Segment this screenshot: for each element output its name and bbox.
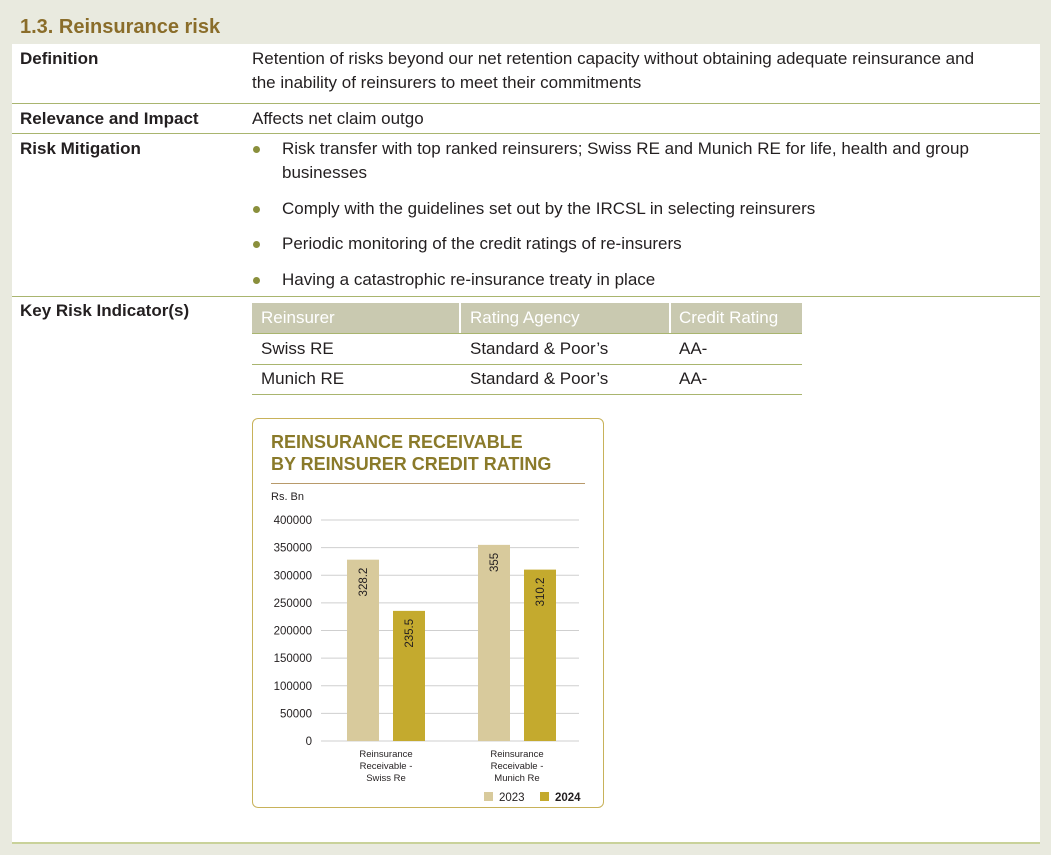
bar-2023-2: [478, 545, 510, 741]
legend-label: 2024: [555, 792, 581, 804]
bar-value-label: 328.2: [358, 567, 370, 597]
kri-header-rating-agency: Rating Agency: [470, 308, 580, 327]
table-row: [252, 364, 802, 395]
legend-swatch: [484, 792, 493, 801]
kri-cell-reinsurer: Munich RE: [261, 369, 345, 388]
mitigation-bullet-4: Having a catastrophic re-insurance treaty in place: [282, 270, 656, 289]
x-category-label: Swiss Re: [366, 773, 406, 784]
y-tick-label: 150000: [273, 653, 312, 666]
y-tick-label: 100000: [273, 680, 312, 693]
bullet-icon: [253, 146, 260, 153]
chart-title-line-2: BY REINSURER CREDIT RATING: [271, 454, 552, 474]
bullet-icon: [253, 206, 260, 213]
bar-value-label: 235.5: [404, 618, 416, 648]
y-tick-label: 350000: [273, 542, 312, 555]
divider: [12, 296, 1040, 297]
mitigation-bullet-1-line-2: businesses: [282, 163, 368, 182]
legend-label: 2023: [499, 792, 525, 804]
legend-swatch: [540, 792, 549, 801]
y-tick-label: 200000: [273, 625, 312, 638]
mitigation-bullet-3: Periodic monitoring of the credit ratings of re-insurers: [282, 234, 682, 253]
kri-table-header: [252, 303, 802, 333]
chart-title-line-1: REINSURANCE RECEIVABLE: [271, 432, 523, 452]
bar-value-label: 355: [489, 552, 501, 573]
x-category-label: Munich Re: [494, 773, 540, 784]
table-row: [252, 333, 802, 365]
chart-card: [252, 418, 604, 808]
relevance-label: Relevance and Impact: [20, 109, 199, 128]
bullet-icon: [253, 277, 260, 284]
bullet-icon: [253, 241, 260, 248]
y-axis-label: Rs. Bn: [271, 491, 305, 503]
kri-header-credit-rating: Credit Rating: [679, 308, 779, 327]
bottom-rule: [12, 842, 1040, 844]
kri-label: Key Risk Indicator(s): [20, 301, 190, 320]
header-separator: [669, 303, 671, 333]
mitigation-bullet-2: Comply with the guidelines set out by the IRCSL in selecting reinsurers: [282, 199, 816, 218]
bar-chart: [253, 419, 603, 807]
x-category-label: Receivable -: [359, 761, 413, 772]
mitigation-bullet-1-line-1: Risk transfer with top ranked reinsurers; Swiss RE and Munich RE for life, health and group: [282, 139, 969, 158]
reinsurance-risk-panel: [12, 12, 1040, 844]
mitigation-label: Risk Mitigation: [20, 139, 141, 158]
kri-header-reinsurer: Reinsurer: [261, 308, 335, 327]
kri-cell-rating: AA-: [679, 369, 708, 388]
definition-line-2: the inability of reinsurers to meet their commitments: [252, 73, 642, 92]
y-tick-label: 0: [305, 736, 312, 748]
y-tick-label: 400000: [273, 515, 312, 527]
y-tick-label: 50000: [280, 708, 312, 721]
definition-label: Definition: [20, 49, 99, 68]
x-category-label: Reinsurance: [359, 749, 413, 760]
divider: [12, 103, 1040, 104]
kri-cell-reinsurer: Swiss RE: [261, 339, 334, 358]
section-header: [12, 12, 1040, 44]
divider: [12, 133, 1040, 134]
bar-value-label: 310.2: [535, 577, 547, 607]
section-title: 1.3. Reinsurance risk: [20, 16, 221, 38]
relevance-text: Affects net claim outgo: [252, 109, 424, 128]
kri-cell-agency: Standard & Poor’s: [470, 369, 609, 388]
header-separator: [459, 303, 461, 333]
x-category-label: Reinsurance: [490, 749, 544, 760]
y-tick-label: 250000: [273, 597, 312, 610]
y-tick-label: 300000: [273, 570, 312, 583]
x-category-label: Receivable -: [490, 761, 544, 772]
kri-cell-rating: AA-: [679, 339, 708, 358]
kri-cell-agency: Standard & Poor’s: [470, 339, 609, 358]
definition-line-1: Retention of risks beyond our net retention capacity without obtaining adequate reinsurance and: [252, 49, 975, 68]
